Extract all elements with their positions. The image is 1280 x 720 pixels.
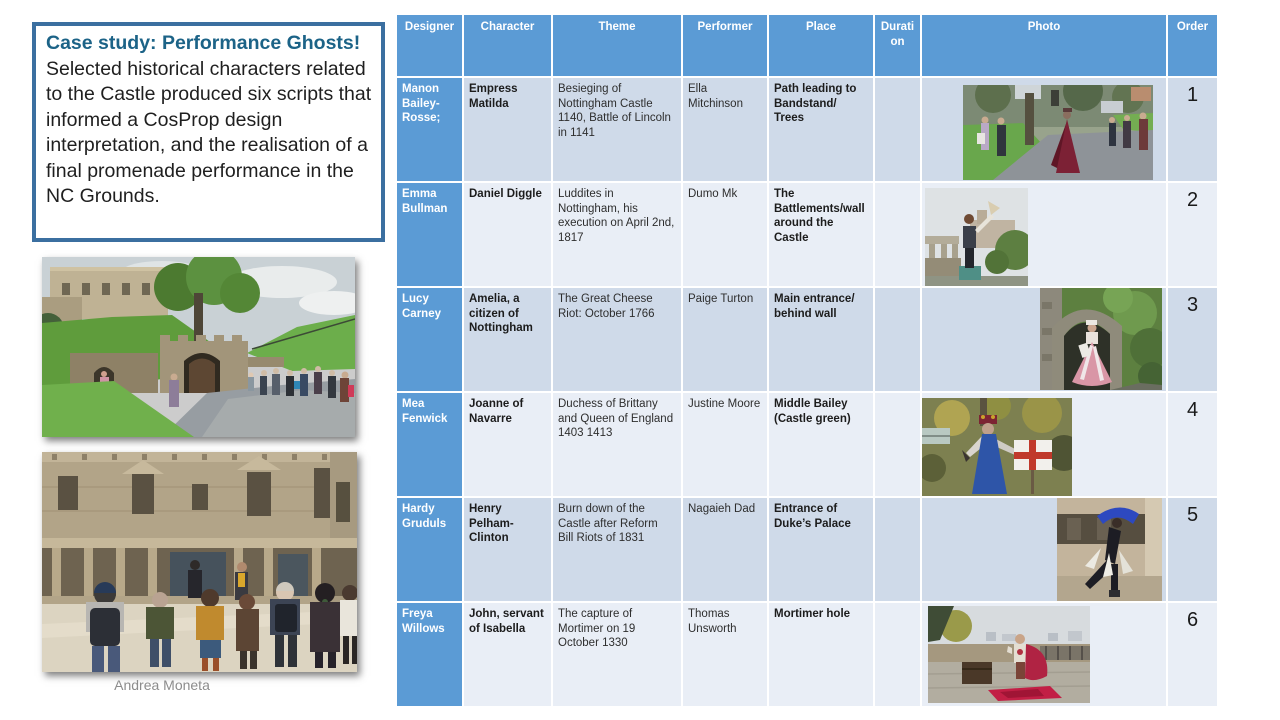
theme-cell: Duchess of Brittany and Queen of England 1403 1413: [553, 393, 681, 496]
col-header-order: Order: [1168, 15, 1217, 76]
duration-cell: [875, 498, 920, 601]
performer-cell: Dumo Mk: [683, 183, 767, 286]
designer-cell: Freya Willows: [397, 603, 462, 706]
castle-grounds-photo: [42, 257, 355, 437]
character-cell: Joanne of Navarre: [464, 393, 551, 496]
designer-cell: Emma Bullman: [397, 183, 462, 286]
photo-cell: [922, 288, 1166, 391]
photo-cell: [922, 603, 1166, 706]
col-header-duration: Duration: [875, 15, 920, 76]
author-credit: Andrea Moneta: [114, 677, 210, 693]
place-cell: Mortimer hole: [769, 603, 873, 706]
order-cell: 1: [1168, 78, 1217, 181]
duration-cell: [875, 603, 920, 706]
photo-row-3: [1040, 288, 1162, 390]
theme-cell: Besieging of Nottingham Castle 1140, Battle of Lincoln in 1141: [553, 78, 681, 181]
case-study-textbox: [32, 22, 385, 242]
order-cell: 6: [1168, 603, 1217, 706]
theme-cell: The Great Cheese Riot: October 1766: [553, 288, 681, 391]
theme-cell: Burn down of the Castle after Reform Bill Riots of 1831: [553, 498, 681, 601]
col-header-place: Place: [769, 15, 873, 76]
theme-cell: Luddites in Nottingham, his execution on April 2nd, 1817: [553, 183, 681, 286]
place-cell: Path leading to Bandstand/ Trees: [769, 78, 873, 181]
photo-row-4: [922, 398, 1072, 496]
place-cell: Middle Bailey (Castle green): [769, 393, 873, 496]
photo-cell: [922, 78, 1166, 181]
photo-cell: [922, 393, 1166, 496]
performer-cell: Paige Turton: [683, 288, 767, 391]
character-cell: Amelia, a citizen of Nottingham: [464, 288, 551, 391]
designer-cell: Hardy Gruduls: [397, 498, 462, 601]
duration-cell: [875, 393, 920, 496]
col-header-theme: Theme: [553, 15, 681, 76]
duration-cell: [875, 183, 920, 286]
character-cell: Henry Pelham-Clinton: [464, 498, 551, 601]
photo-row-1: [963, 85, 1153, 180]
character-cell: John, servant of Isabella: [464, 603, 551, 706]
character-cell: Daniel Diggle: [464, 183, 551, 286]
order-cell: 5: [1168, 498, 1217, 601]
duration-cell: [875, 288, 920, 391]
palace-courtyard-photo: [42, 452, 357, 672]
designer-cell: Mea Fenwick: [397, 393, 462, 496]
performer-cell: Nagaieh Dad: [683, 498, 767, 601]
col-header-photo: Photo: [922, 15, 1166, 76]
order-cell: 4: [1168, 393, 1217, 496]
photo-row-5: [1057, 498, 1162, 601]
designer-cell: Manon Bailey-Rosse;: [397, 78, 462, 181]
photo-cell: [922, 183, 1166, 286]
place-cell: Main entrance/ behind wall: [769, 288, 873, 391]
photo-cell: [922, 498, 1166, 601]
order-cell: 2: [1168, 183, 1217, 286]
theme-cell: The capture of Mortimer on 19 October 1330: [553, 603, 681, 706]
performance-table: [397, 15, 1217, 706]
place-cell: The Battlements/wall around the Castle: [769, 183, 873, 286]
performer-cell: Justine Moore: [683, 393, 767, 496]
photo-row-6: [928, 606, 1090, 703]
photo-row-2: [925, 188, 1028, 286]
place-cell: Entrance of Duke’s Palace: [769, 498, 873, 601]
order-cell: 3: [1168, 288, 1217, 391]
character-cell: Empress Matilda: [464, 78, 551, 181]
performer-cell: Ella Mitchinson: [683, 78, 767, 181]
col-header-performer: Performer: [683, 15, 767, 76]
castle-grounds-illustration: [42, 257, 355, 437]
col-header-character: Character: [464, 15, 551, 76]
duration-cell: [875, 78, 920, 181]
case-study-title: Case study: Performance Ghosts!: [46, 32, 361, 54]
palace-courtyard-illustration: [42, 452, 357, 672]
col-header-designer: Designer: [397, 15, 462, 76]
performer-cell: Thomas Unsworth: [683, 603, 767, 706]
case-study-body: Selected historical characters related to the Castle produced six scripts that informed a CosProp design interpretation, and the realisation of a final promenade performance in the NC Grounds.: [46, 57, 372, 207]
designer-cell: Lucy Carney: [397, 288, 462, 391]
